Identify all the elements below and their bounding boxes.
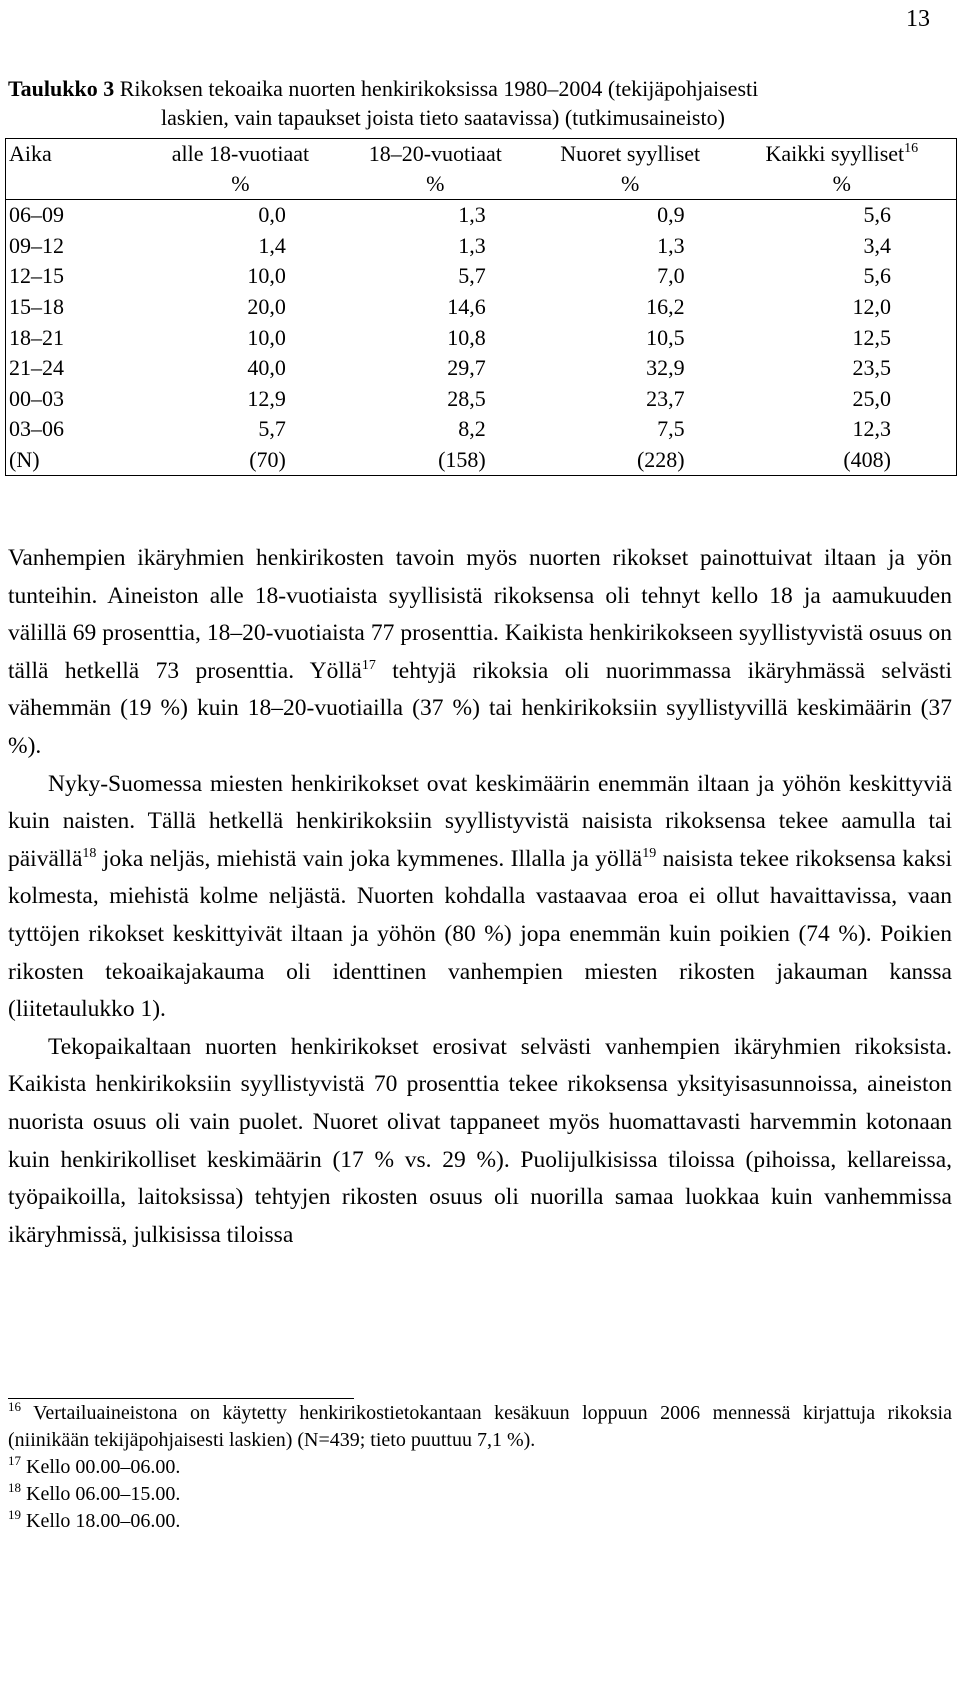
value-cell: 5,7 xyxy=(458,263,486,289)
value-cell: 12,9 xyxy=(247,385,286,411)
footnote-17 xyxy=(8,1454,952,1481)
value-cell: 12,5 xyxy=(852,324,891,350)
footnote-19 xyxy=(8,1508,952,1535)
value-cell: 1,4 xyxy=(258,232,286,258)
value-cell: 10,0 xyxy=(247,263,286,289)
row-label-cell: 06–09 xyxy=(9,202,64,228)
caption-line-1 xyxy=(8,74,948,103)
paragraph-1 xyxy=(8,540,952,766)
value-cell: 29,7 xyxy=(447,355,486,381)
table-row xyxy=(6,353,957,384)
value-cell: 1,3 xyxy=(657,232,685,258)
header-col-2: 18–20-vuotiaat xyxy=(368,141,502,166)
header-col-3: Nuoret syylliset xyxy=(560,141,701,166)
value-cell: 25,0 xyxy=(852,385,891,411)
header-col-1: alle 18-vuotiaat xyxy=(171,141,310,166)
table-header-row xyxy=(6,139,957,170)
header-col-4 xyxy=(728,139,957,170)
row-label-cell: 15–18 xyxy=(9,294,64,320)
value-cell: 1,3 xyxy=(458,232,486,258)
value-cell: 10,0 xyxy=(247,324,286,350)
footnote-number: 16 xyxy=(8,1399,21,1414)
value-cell: 10,5 xyxy=(646,324,685,350)
value-cell: 5,6 xyxy=(863,263,891,289)
table-row xyxy=(6,231,957,262)
value-cell: 14,6 xyxy=(447,294,486,320)
unit-cell xyxy=(6,169,144,200)
footnote-text: Vertailuaineistona on käytetty henkirikostietokantaan kesäkuun loppuun 2006 mennessä kirjattuja rikoksia (niinikään tekijäpohjaisesti laskien) (N=439; tieto puuttuu 7,1 %). xyxy=(8,1402,952,1451)
unit-cell: % xyxy=(832,171,851,196)
value-cell: 12,0 xyxy=(852,294,891,320)
paragraph-3: Tekopaikaltaan nuorten henkirikokset erosivat selvästi vanhempien ikäryhmien rikoksista. Kaikista henkirikoksiin syyllistyvistä 70 prosenttia tekee rikoksensa yksityisasunnoissa, aineiston nuorista osuus oli vain puolet. Nuoret olivat tappaneet myös huomattavasti harvemmin kotonaan kuin henkirikolliset keskimäärin (17 % vs. 29 %). Puolijulkisissa tiloissa (pihoissa, kellareissa, työpaikoilla, laitoksissa) tehtyjen rikosten osuus oli nuorilla samaa luokkaa kuin vanhemmissa ikäryhmissä, julkisissa tiloissa xyxy=(8,1033,952,1248)
value-cell: 20,0 xyxy=(247,294,286,320)
paragraph-2 xyxy=(8,766,952,1029)
paragraph-1-text-b: tehtyjä rikoksia oli nuorimmassa ikäryhmässä selvästi vähemmän (19 %) kuin 18–20-vuotiailla (37 %) tai henkirikoksiin syyllistyvillä keskimäärin (37 %). xyxy=(8,657,952,759)
footnote-18 xyxy=(8,1481,952,1508)
value-cell: 3,4 xyxy=(863,232,891,258)
footnote-ref-18: 18 xyxy=(82,845,97,861)
table-unit-row xyxy=(6,169,957,200)
footnote-text: Kello 00.00–06.00. xyxy=(21,1456,181,1478)
footnote-number: 19 xyxy=(8,1507,21,1522)
caption-text-1: Rikoksen tekoaika nuorten henkirikoksissa 1980–2004 (tekijäpohjaisesti xyxy=(119,76,759,101)
footnote-text: Kello 18.00–06.00. xyxy=(21,1510,181,1532)
table-row xyxy=(6,261,957,292)
unit-cell: % xyxy=(426,171,445,196)
header-col-4-text: Kaikki syylliset xyxy=(765,141,905,166)
footnote-divider xyxy=(8,1398,354,1399)
unit-cell: % xyxy=(621,171,640,196)
footnote-text: Kello 06.00–15.00. xyxy=(21,1483,181,1505)
value-cell: 32,9 xyxy=(646,355,685,381)
table-caption xyxy=(8,74,948,132)
value-cell: 7,5 xyxy=(657,416,685,442)
value-cell: 23,7 xyxy=(646,385,685,411)
value-cell: 23,5 xyxy=(852,355,891,381)
header-aika: Aika xyxy=(9,141,52,166)
row-label-cell: 12–15 xyxy=(9,263,64,289)
row-label-cell: 00–03 xyxy=(9,385,64,411)
value-cell: 7,0 xyxy=(657,263,685,289)
footnote-ref-17: 17 xyxy=(361,657,376,673)
page-number: 13 xyxy=(906,6,930,32)
value-cell: (158) xyxy=(438,447,486,473)
row-label-cell: (N) xyxy=(9,447,40,473)
footnotes xyxy=(8,1400,952,1535)
value-cell: (228) xyxy=(636,447,685,473)
header-footnote-ref: 16 xyxy=(904,141,919,156)
paragraph-2-text-c: naisista tekee rikoksensa kaksi kolmesta, miehistä kolme neljästä. Nuorten kohdalla vastaavaa eroa ei ollut havaittavissa, vaan tyttöjen rikokset keskittyivät iltaan ja yöhön (80 %) jopa enemmän kuin poikien (74 %). Poikien rikosten tekoaikajakauma oli identtinen vanhempien miesten rikosten jakauman kanssa (liitetaulukko 1). xyxy=(8,845,952,1023)
table-row xyxy=(6,384,957,415)
paragraph-2-text-a: Nyky-Suomessa miesten henkirikokset ovat keskimäärin enemmän iltaan ja yöhön keskittyviä kuin naisten. Tällä hetkellä henkirikoksiin syyllistyvistä naisista rikoksensa tekee aamulla tai päivällä xyxy=(8,770,952,872)
body-text xyxy=(8,540,952,1254)
table-row xyxy=(6,414,957,445)
value-cell: 1,3 xyxy=(458,202,486,228)
value-cell: 40,0 xyxy=(247,355,286,381)
value-cell: 5,6 xyxy=(863,202,891,228)
row-label-cell: 03–06 xyxy=(9,416,64,442)
value-cell: 16,2 xyxy=(646,294,685,320)
table-row xyxy=(6,200,957,231)
caption-label: Taulukko 3 xyxy=(8,76,115,101)
table-row xyxy=(6,292,957,323)
value-cell: 10,8 xyxy=(447,324,486,350)
paragraph-1-text-a: Vanhempien ikäryhmien henkirikosten tavoin myös nuorten rikokset painottuivat iltaan ja yön tunteihin. Aineiston alle 18-vuotiaista syyllisistä rikoksensa oli tehnyt kello 18 ja aamukuuden välillä 69 prosenttia, 18–20-vuotiaista 77 prosenttia. Kaikista henkirikokseen syyllistyvistä osuus on tällä hetkellä 73 prosenttia. Yöllä xyxy=(8,545,952,684)
value-cell: (70) xyxy=(249,447,286,473)
value-cell: 8,2 xyxy=(458,416,486,442)
footnote-ref-19: 19 xyxy=(642,845,657,861)
footnote-number: 18 xyxy=(8,1480,21,1495)
table-row xyxy=(6,445,957,476)
value-cell: 0,0 xyxy=(258,202,286,228)
data-table xyxy=(5,138,957,476)
row-label-cell: 21–24 xyxy=(9,355,64,381)
value-cell: 28,5 xyxy=(447,385,486,411)
paragraph-2-text-b: joka neljäs, miehistä vain joka kymmenes. Illalla ja yöllä xyxy=(96,845,643,872)
value-cell: 12,3 xyxy=(852,416,891,442)
footnote-16 xyxy=(8,1400,952,1454)
value-cell: (408) xyxy=(843,447,891,473)
table-body xyxy=(6,200,957,476)
caption-line-2: laskien, vain tapaukset joista tieto saatavissa) (tutkimusaineisto) xyxy=(161,105,725,130)
row-label-cell: 18–21 xyxy=(9,324,64,350)
footnote-number: 17 xyxy=(8,1453,21,1468)
row-label-cell: 09–12 xyxy=(9,232,64,258)
unit-cell: % xyxy=(231,171,250,196)
value-cell: 5,7 xyxy=(258,416,286,442)
table-row xyxy=(6,322,957,353)
value-cell: 0,9 xyxy=(657,202,685,228)
